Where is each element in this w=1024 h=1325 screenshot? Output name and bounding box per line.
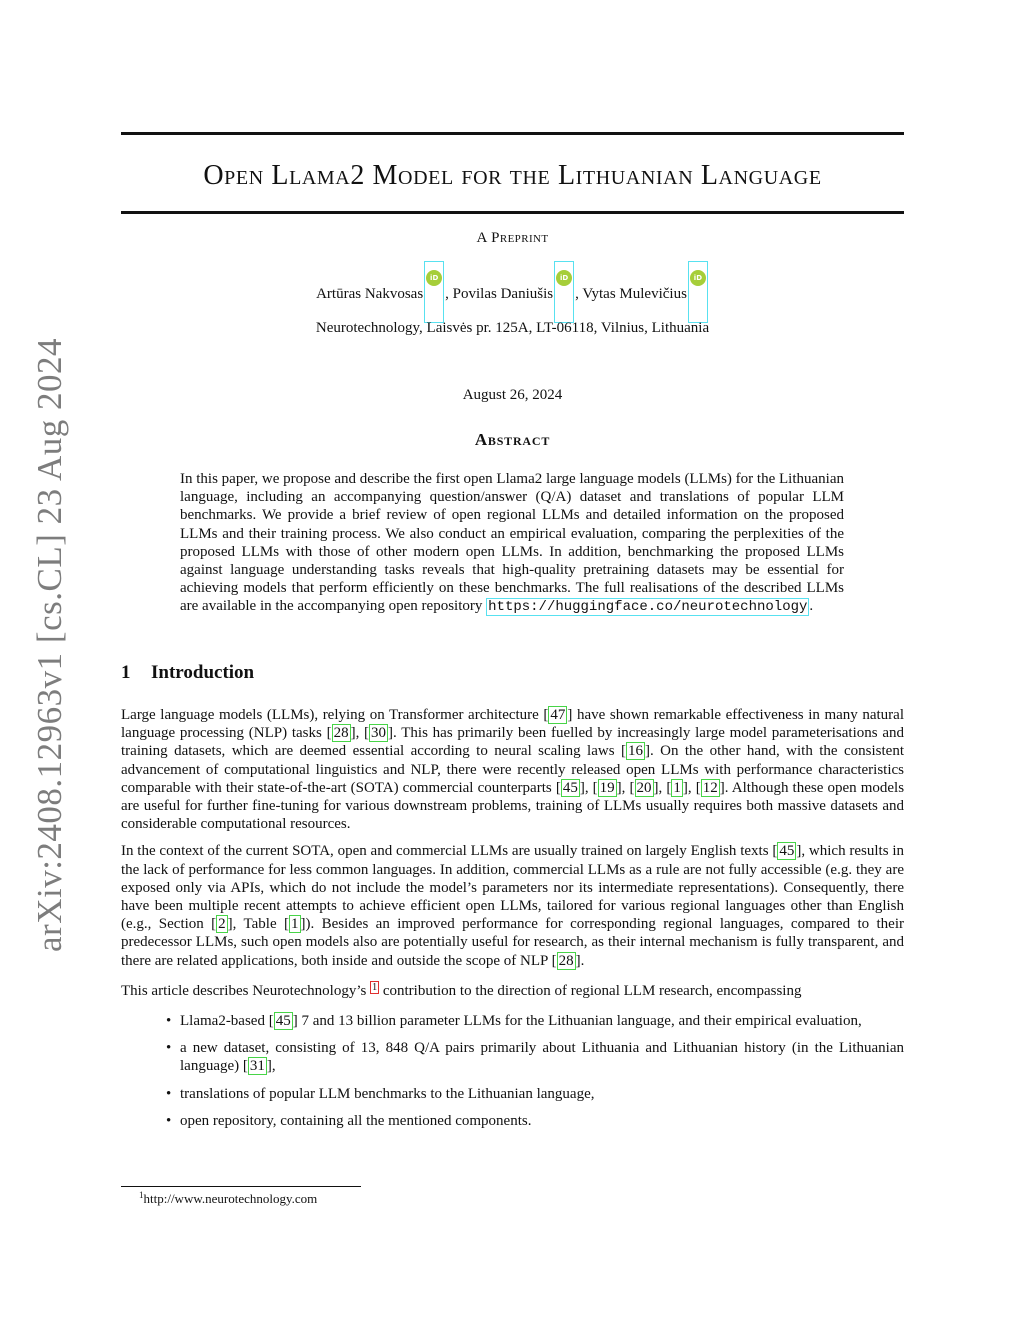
list-item-text <box>180 1113 531 1129</box>
author-name: Vytas Mulevičius <box>582 286 687 302</box>
author-list <box>121 274 904 306</box>
arxiv-identifier: arXiv:2408.12963v1 [cs.CL] 23 Aug 2024 <box>30 338 69 952</box>
footnote-mark: 1 <box>139 1190 144 1200</box>
text-run: . This has primarily been fuelled by increasingly large model parameterisations and training datasets, which are deemed essential according to neural scaling laws <box>121 725 904 760</box>
citation-link[interactable]: 30 <box>371 725 387 742</box>
footnote <box>139 1190 317 1207</box>
text-run: , <box>584 779 593 796</box>
text-run: This article describes Neurotechnology’s <box>121 982 371 999</box>
list-item-text: a new dataset, consisting of 13, 848 Q/A pairs primarily about Lithuania and Lithuanian history (in the Lithuanian language) [ 31 ], <box>180 1040 904 1075</box>
citation-link[interactable]: 31 <box>249 1058 265 1075</box>
text-run: a new dataset, consisting of 13, 848 Q/A pairs primarily about Lithuania and Lithuanian history (in the Lithuanian language) <box>180 1040 904 1075</box>
citation-link[interactable]: 28 <box>333 725 349 742</box>
text-run: , <box>658 779 667 796</box>
title-rule-top <box>121 132 904 135</box>
list-item <box>166 1039 904 1075</box>
orcid-icon: iD <box>426 270 442 286</box>
publication-date: August 26, 2024 <box>462 387 563 403</box>
text-run: , Table <box>232 916 284 933</box>
bullet-glyph: • <box>166 1013 172 1030</box>
citation-link[interactable]: 45 <box>779 843 795 860</box>
section-title: Introduction <box>151 662 255 683</box>
citation-link[interactable]: 12 <box>702 779 718 796</box>
preprint-label: A Preprint <box>476 230 549 246</box>
citation-link[interactable]: 47 <box>550 707 566 723</box>
citation-link[interactable]: 1 <box>291 916 299 933</box>
orcid-icon: iD <box>556 270 572 286</box>
orcid-link[interactable] <box>424 261 444 323</box>
list-item <box>166 1085 904 1103</box>
paragraph <box>121 979 904 1000</box>
section-number: 1 <box>121 662 131 683</box>
author-separator: , <box>445 286 453 302</box>
citation-link[interactable]: 45 <box>562 779 578 796</box>
paragraph: In the context of the current SOTA, open and commercial LLMs are usually trained on largely English texts [ 45 ], which results in the lack of performance for less common languages. In addition, commercial LLMs as a rule are not fully accessible (e.g. they are exposed only via APIs, which do not include the model’s parameters nor its intermediate representations). Consequently, there have been multiple recent attempts to achieve efficient open LLMs, tailored for various regional languages other than English (e.g., Section [ 2 ], Table [ 1 ]). Besides an improved performance for corresponding regional languages, compared to their predecessor LLMs, such open models also are potentially useful for research, as their internal mechanism is fully transparent, and there are related applications, both inside and outside the scope of NLP [ 28 ]. <box>121 843 905 969</box>
text-run: have shown remarkable effectiveness in many natural language processing (NLP) tasks <box>121 707 904 742</box>
abstract-body: In this paper, we propose and describe the first open Llama2 large language models (LLMs) for the Lithuanian language, including an accompanying question/answer (Q/A) dataset and translations of popular LLM benchmarks. We provide a brief review of open regional LLMs and detailed information on the proposed LLMs and their training process. We also conduct an empirical evaluation, comparing the perplexities of the proposed LLMs with those of other modern open LLMs. In addition, benchmarking the proposed LLMs against language understanding tasks reveals that high-quality pretraining datasets may be essential for achieving models that perform efficiently on these benchmarks. The full realisations of the described LLMs are available in the accompanying open repository <box>180 471 844 615</box>
text-run: contribution to the direction of regional LLM research, encompassing <box>379 982 802 999</box>
repository-link[interactable]: https://huggingface.co/neurotechnology <box>488 599 808 616</box>
citation-link[interactable]: 2 <box>218 916 226 933</box>
text-run: Large language models (LLMs), relying on Transformer architecture <box>121 707 544 723</box>
footnote-rule <box>121 1186 361 1187</box>
footnote-link[interactable]: 1 <box>372 981 378 993</box>
author-name: Artūras Nakvosas <box>316 286 424 302</box>
citation-link[interactable]: 45 <box>275 1013 291 1030</box>
orcid-link[interactable] <box>688 261 708 323</box>
bullet-glyph: • <box>166 1085 172 1102</box>
citation-link[interactable]: 28 <box>558 952 574 969</box>
citation-link[interactable]: 20 <box>636 779 652 796</box>
list-item-text: Llama2-based [ 45 ] 7 and 13 billion parameter LLMs for the Lithuanian language, and their empirical evaluation, <box>180 1013 862 1030</box>
text-run: open repository, containing all the mentioned components. <box>180 1112 532 1129</box>
text-run: In the context of the current SOTA, open and commercial LLMs are usually trained on largely English texts <box>121 843 773 860</box>
text-run: ). Besides an improved performance for corresponding regional languages, compared to their predecessor LLMs, such open models also are potentially useful for research, as their internal mechanism is fully transparent, and there are related applications, both inside and outside the scope of NLP <box>121 916 904 969</box>
text-run: Llama2-based <box>180 1013 269 1030</box>
footnote-url[interactable]: http://www.neurotechnology.com <box>143 1191 318 1206</box>
citation-link[interactable]: 16 <box>627 743 643 760</box>
text-run: , which results in the lack of performance for less common languages. In addition, commercial LLMs as a rule are not fully accessible (e.g. they are exposed only via APIs, which do not include the model’s parameters nor its intermediate representations). Consequently, there have been multiple recent attempts to achieve efficient open LLMs, tailored for various regional languages other than English (e.g., Section <box>121 843 905 933</box>
text-run: , <box>687 779 696 796</box>
abstract-heading: Abstract <box>474 430 551 449</box>
text-run: , <box>621 779 630 796</box>
abstract-text <box>180 470 844 617</box>
text-run: , <box>271 1058 276 1075</box>
text-run: . On the other hand, with the consistent advancement of computational linguistics and NLP, there were recently released open LLMs with performance characteristics comparable with their state-of-the-art (SOTA) commercial counterparts <box>121 743 904 796</box>
text-run: , <box>355 725 365 742</box>
contribution-list <box>121 1012 904 1130</box>
citation-link[interactable]: 1 <box>673 779 681 796</box>
affiliation: Neurotechnology, Laisvės pr. 125A, LT-06118, Vilnius, Lithuania <box>315 320 710 336</box>
paper-title: Open Llama2 Model for the Lithuanian Language <box>203 160 822 191</box>
author-name: Povilas Daniušis <box>452 286 554 302</box>
citation-link[interactable]: 19 <box>599 779 615 796</box>
orcid-link[interactable] <box>554 261 574 323</box>
text-run: 7 and 13 billion parameter LLMs for the Lithuanian language, and their empirical evaluation, <box>297 1013 862 1030</box>
section-heading <box>121 662 254 684</box>
text-run: . Although these open models are useful for further fine-tuning for various downstream problems, training of LLMs usually requires both massive datasets and considerable computational resources. <box>121 779 905 833</box>
list-item <box>166 1012 904 1030</box>
list-item <box>166 1112 904 1130</box>
title-rule-bottom <box>121 211 904 214</box>
bullet-glyph: • <box>166 1112 172 1129</box>
section-body <box>121 706 904 1139</box>
list-item-text <box>180 1086 594 1102</box>
paragraph: Large language models (LLMs), relying on Transformer architecture [ 47 ] have shown remarkable effectiveness in many natural language processing (NLP) tasks [ 28 ], [ 30 ]. This has primarily been fuelled by increasingly large model parameterisations and training datasets, which are deemed essential according to neural scaling laws [ 16 ]. On the other hand, with the consistent advancement of computational linguistics and NLP, there were recently released open LLMs with performance characteristics comparable with their state-of-the-art (SOTA) commercial counterparts [ 45 ], [ 19 ], [ 20 ], [ 1 ], [ 12 ]. Although these open models are useful for further fine-tuning for various downstream problems, training of LLMs usually requires both massive datasets and considerable computational resources. <box>121 707 905 833</box>
text-run: . <box>580 952 585 969</box>
orcid-icon: iD <box>690 270 706 286</box>
bullet-glyph: • <box>166 1040 172 1057</box>
text-run: translations of popular LLM benchmarks to the Lithuanian language, <box>180 1085 595 1102</box>
abstract-end: . <box>809 598 814 615</box>
author-separator: , <box>575 286 583 302</box>
